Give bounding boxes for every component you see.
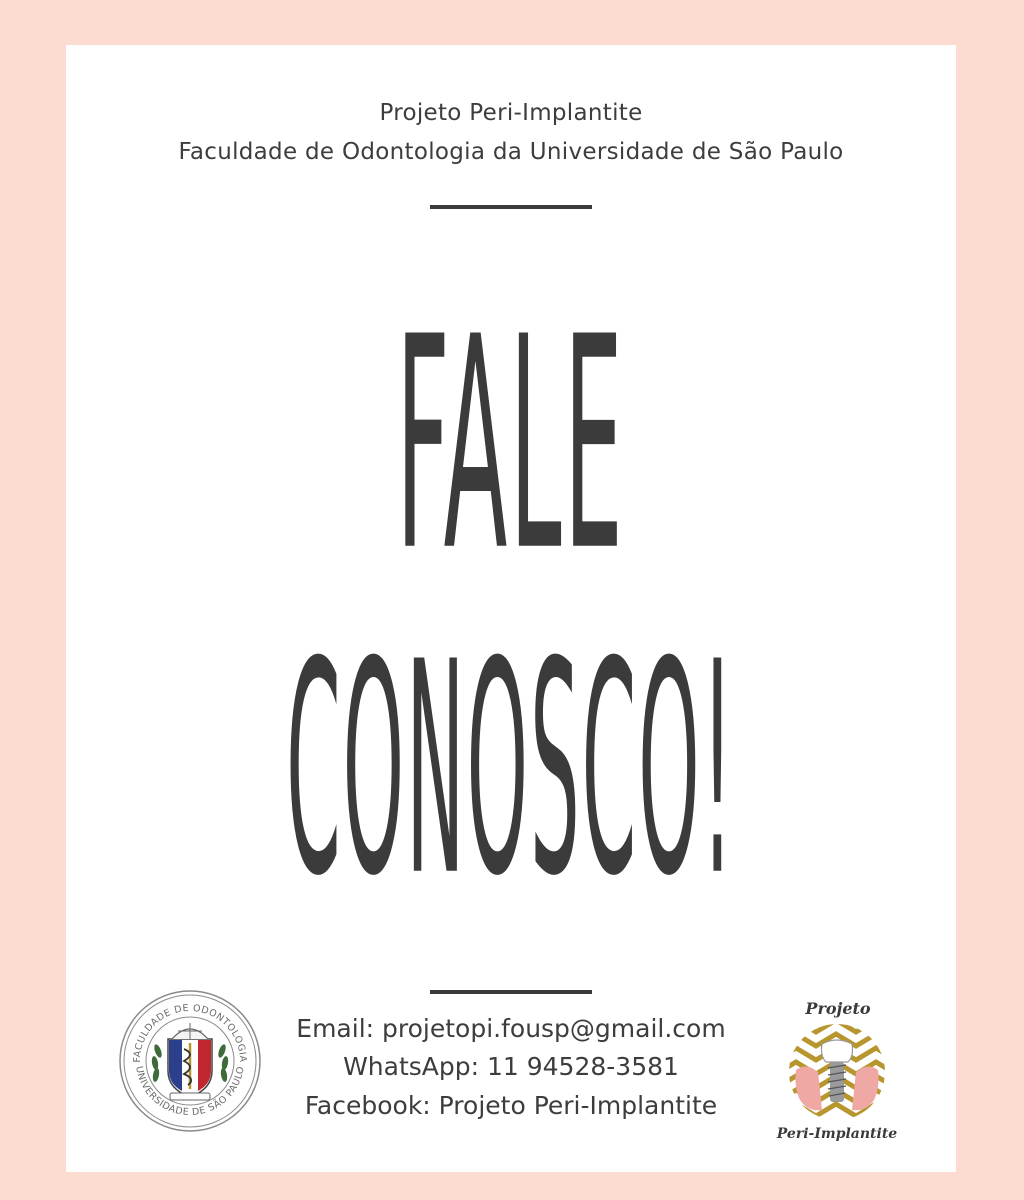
faculty-name: Faculdade de Odontologia da Universidade de São Paulo xyxy=(178,139,844,165)
logo-top-text: Projeto xyxy=(805,999,871,1018)
contact-whatsapp: WhatsApp: 11 94528-3581 xyxy=(343,1052,679,1081)
implant-crown-icon xyxy=(822,1040,853,1062)
logo-bottom-text: Peri-Implantite xyxy=(776,1126,898,1142)
project-name: Projeto Peri-Implantite xyxy=(379,100,643,126)
headline-line-2 xyxy=(66,601,956,941)
top-divider xyxy=(430,205,592,209)
headline-text-2: CONOSCO! xyxy=(286,601,736,941)
bottom-divider xyxy=(430,990,592,994)
seal-top-text: FACULDADE DE ODONTOLOGIA xyxy=(131,1002,249,1063)
project-logo-icon xyxy=(766,992,908,1144)
headline-text-1: FALE xyxy=(396,276,626,616)
contact-facebook: Facebook: Projeto Peri-Implantite xyxy=(304,1091,718,1120)
poster-card xyxy=(66,45,956,1172)
headline-line-1 xyxy=(66,276,956,616)
contact-email: Email: projetopi.fousp@gmail.com xyxy=(296,1014,726,1043)
seal-bottom-text: UNIVERSIDADE DE SÃO PAULO xyxy=(133,1065,247,1119)
